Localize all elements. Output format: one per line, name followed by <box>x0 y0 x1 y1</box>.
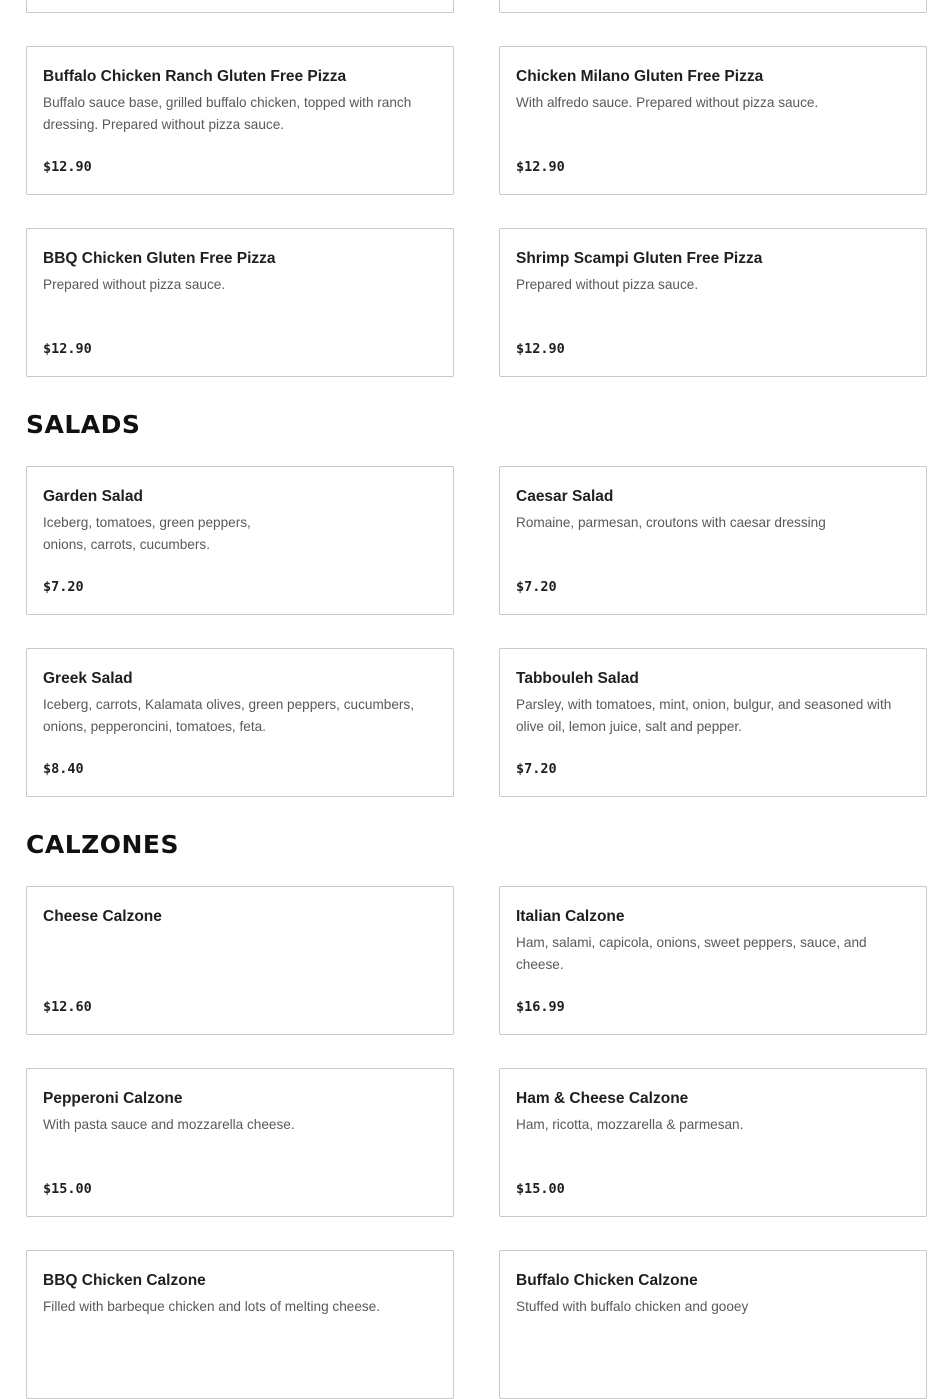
section-title-salads: SALADS <box>26 410 141 439</box>
menu-item-description: Buffalo sauce base, grilled buffalo chicken, topped with ranch dressing. Prepared without pizza sauce. <box>43 95 412 132</box>
menu-item-card[interactable] <box>26 648 454 797</box>
menu-item-name: Cheese Calzone <box>43 908 162 925</box>
menu-item-card[interactable] <box>26 886 454 1035</box>
menu-item-card[interactable] <box>499 46 927 195</box>
menu-item-card[interactable] <box>499 466 927 615</box>
menu-item-price: $12.60 <box>43 999 92 1015</box>
menu-item-card[interactable] <box>499 886 927 1035</box>
menu-item-card[interactable] <box>499 648 927 797</box>
menu-item-card[interactable] <box>499 1250 927 1399</box>
menu-item-price: $12.90 <box>516 159 565 175</box>
menu-item-card[interactable] <box>26 46 454 195</box>
menu-item-card[interactable] <box>26 0 454 13</box>
menu-item-price: $12.90 <box>43 341 92 357</box>
section-title-calzones: CALZONES <box>26 830 180 859</box>
menu-item-card[interactable] <box>499 228 927 377</box>
menu-item-card[interactable] <box>26 1250 454 1399</box>
menu-item-name: BBQ Chicken Gluten Free Pizza <box>43 250 276 267</box>
menu-item-card[interactable] <box>499 1068 927 1217</box>
menu-item-card[interactable] <box>26 228 454 377</box>
menu-item-name: Tabbouleh Salad <box>516 670 639 687</box>
menu-item-description: With pasta sauce and mozzarella cheese. <box>43 1117 295 1132</box>
menu-item-description: Parsley, with tomatoes, mint, onion, bulgur, and seasoned with olive oil, lemon juice, salt and pepper. <box>516 697 892 734</box>
menu-item-price: $7.20 <box>43 579 84 595</box>
menu-item-name: Caesar Salad <box>516 488 614 505</box>
menu-item-name: Ham & Cheese Calzone <box>516 1090 689 1107</box>
menu-item-card[interactable] <box>26 1068 454 1217</box>
menu-item-card[interactable] <box>499 0 927 13</box>
menu-item-name: Shrimp Scampi Gluten Free Pizza <box>516 250 763 267</box>
menu-item-name: Buffalo Chicken Calzone <box>516 1272 698 1289</box>
menu-item-name: Buffalo Chicken Ranch Gluten Free Pizza <box>43 68 347 85</box>
menu-item-description: Prepared without pizza sauce. <box>516 277 699 292</box>
menu-item-description: Filled with barbeque chicken and lots of melting cheese. <box>43 1299 381 1314</box>
menu-item-description: With alfredo sauce. Prepared without pizza sauce. <box>516 95 819 110</box>
menu-item-description: Ham, salami, capicola, onions, sweet peppers, sauce, and cheese. <box>516 935 867 972</box>
menu-item-description: Ham, ricotta, mozzarella & parmesan. <box>516 1117 744 1132</box>
menu-item-description: Romaine, parmesan, croutons with caesar dressing <box>516 515 826 530</box>
menu-item-name: Greek Salad <box>43 670 133 687</box>
menu-item-description: Stuffed with buffalo chicken and gooey <box>516 1299 749 1314</box>
menu-item-name: BBQ Chicken Calzone <box>43 1272 206 1289</box>
menu-item-description: Prepared without pizza sauce. <box>43 277 226 292</box>
menu-item-name: Garden Salad <box>43 488 143 505</box>
menu-item-price: $8.40 <box>43 761 84 777</box>
menu-item-price: $12.90 <box>43 159 92 175</box>
menu-item-price: $15.00 <box>43 1181 92 1197</box>
menu-item-price: $7.20 <box>516 761 557 777</box>
menu-item-description: Iceberg, carrots, Kalamata olives, green peppers, cucumbers, onions, pepperoncini, tomatoes, feta. <box>43 697 414 734</box>
menu-item-name: Chicken Milano Gluten Free Pizza <box>516 68 764 85</box>
menu-item-description: Iceberg, tomatoes, green peppers, onions, carrots, cucumbers. <box>43 515 251 552</box>
menu-item-name: Pepperoni Calzone <box>43 1090 183 1107</box>
menu-item-price: $15.00 <box>516 1181 565 1197</box>
menu-item-card[interactable] <box>26 466 454 615</box>
menu-item-price: $16.99 <box>516 999 565 1015</box>
menu-item-name: Italian Calzone <box>516 908 625 925</box>
menu-item-price: $12.90 <box>516 341 565 357</box>
menu-item-price: $7.20 <box>516 579 557 595</box>
